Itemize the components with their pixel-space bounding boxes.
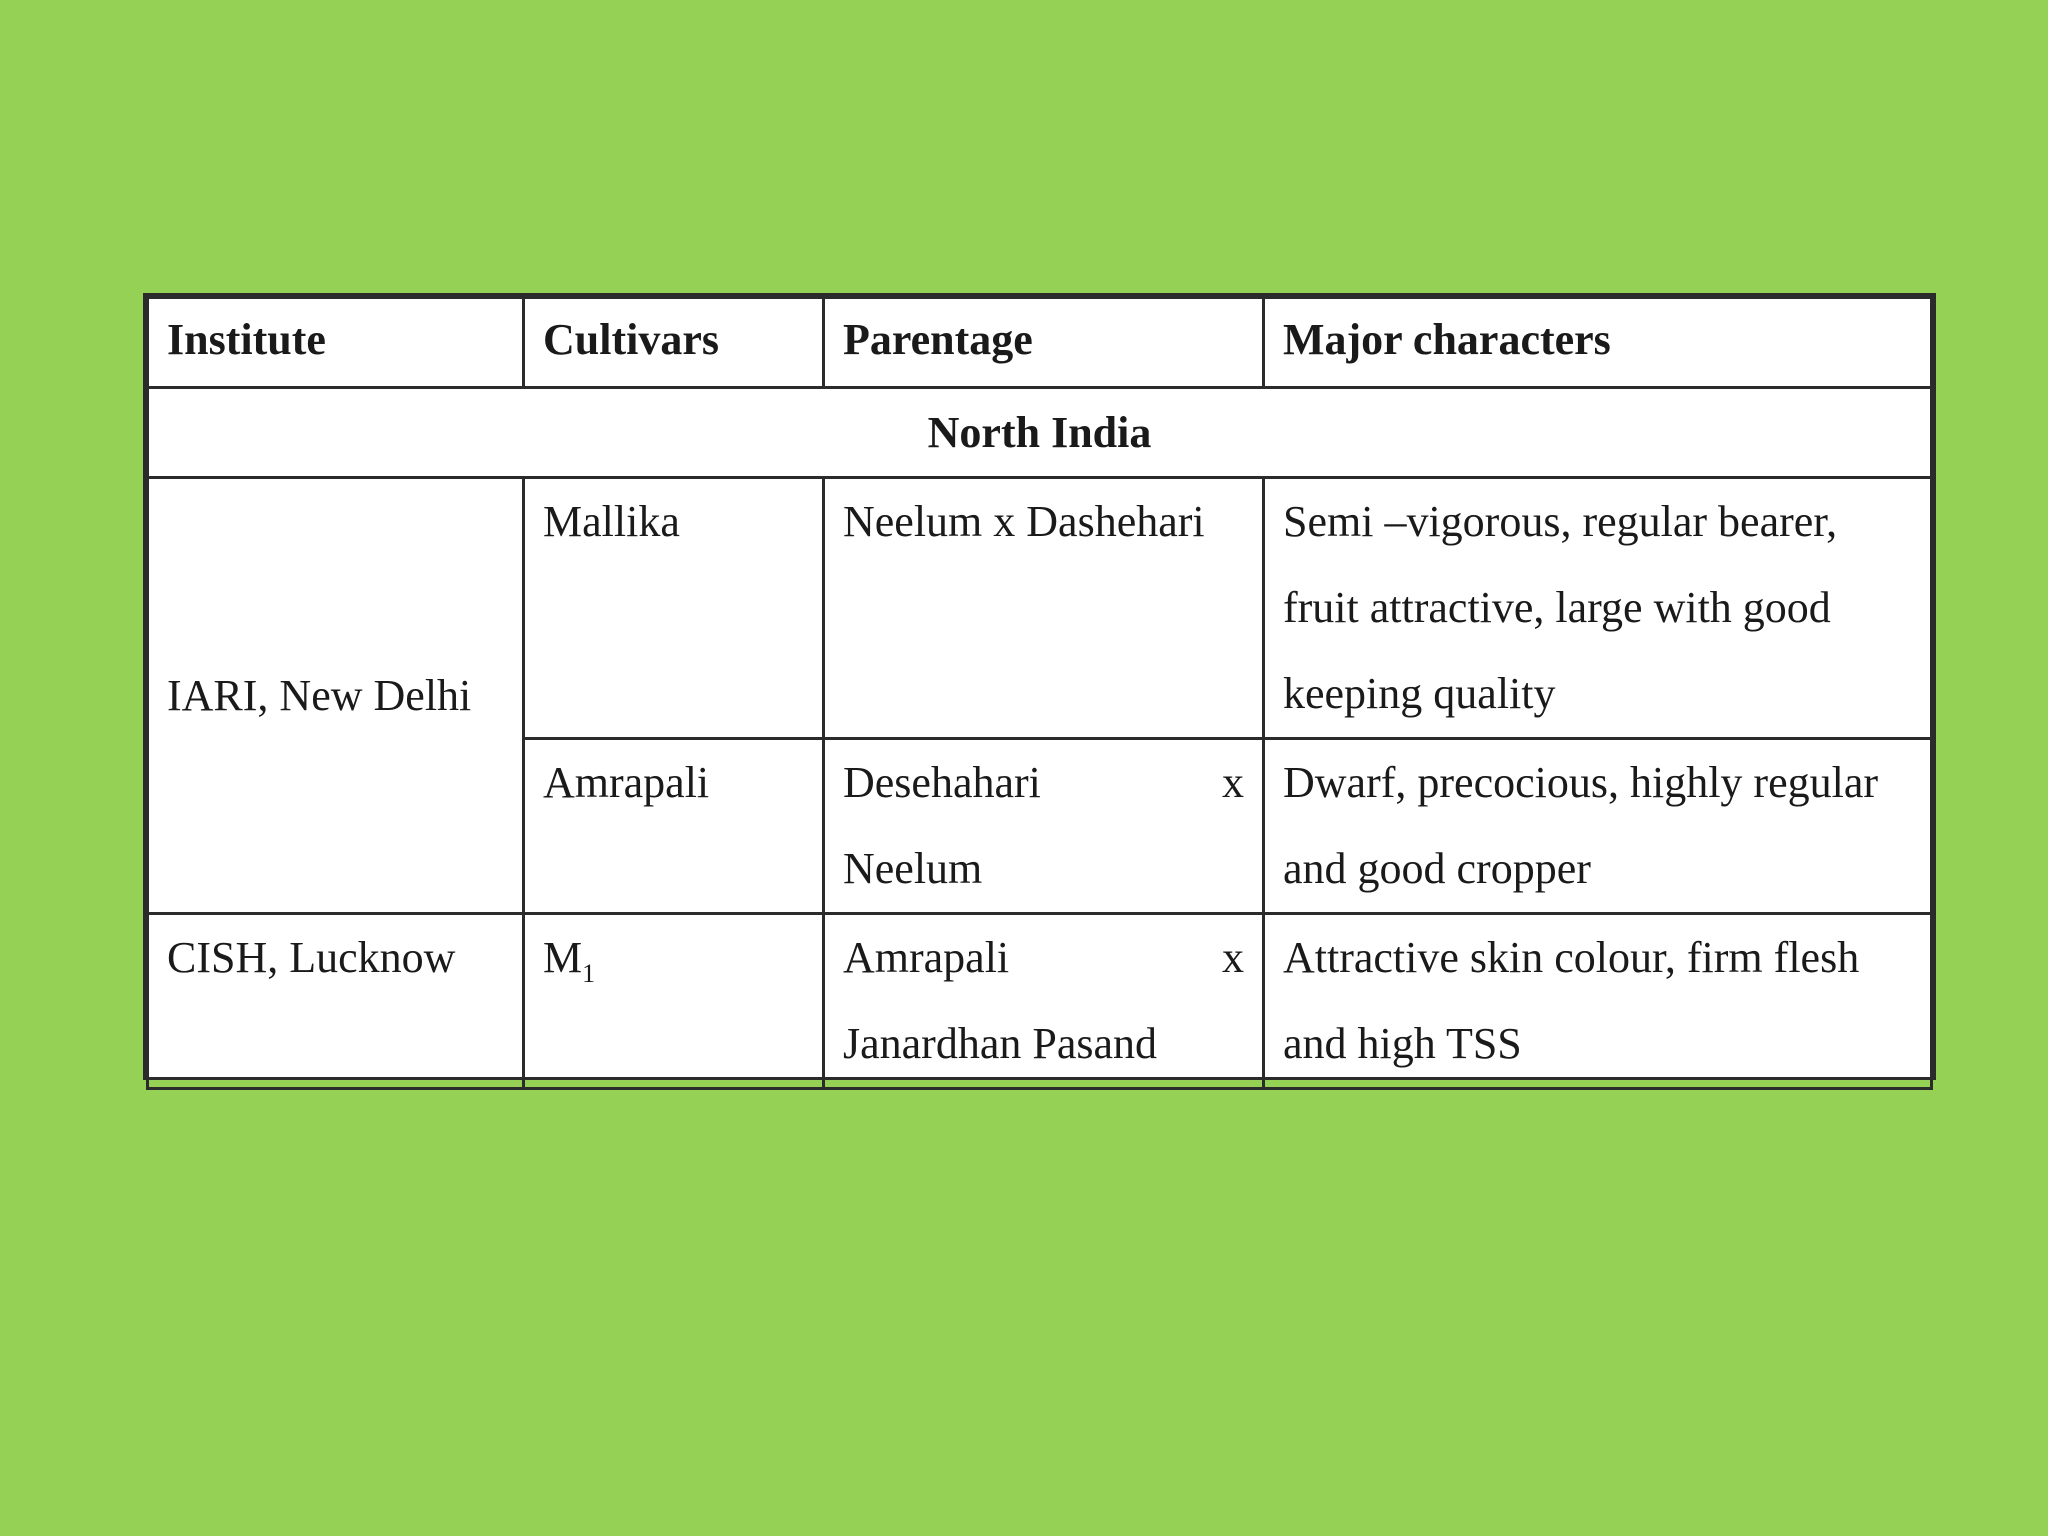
header-parentage: Parentage: [824, 298, 1264, 388]
institute-cell: IARI, New Delhi: [148, 478, 524, 914]
parentage-cell: [824, 739, 1264, 914]
parentage-line: [843, 915, 1244, 1001]
header-row: [148, 298, 1932, 388]
institute-cell: CISH, Lucknow: [148, 914, 524, 1089]
cultivar-cell: Amrapali: [524, 739, 824, 914]
characters-cell: Semi –vigorous, regular bearer, fruit attractive, large with good keeping quality: [1264, 478, 1932, 739]
region-title: North India: [148, 388, 1932, 478]
cultivar-cell: [524, 914, 824, 1089]
header-institute: Institute: [148, 298, 524, 388]
parentage-parent-2: Neelum: [843, 844, 983, 893]
characters-cell: Dwarf, precocious, highly regular and good cropper: [1264, 739, 1932, 914]
parentage-parent-2: Janardhan Pasand: [843, 1019, 1158, 1068]
parentage-cross: x: [1222, 933, 1244, 982]
region-row: [148, 388, 1932, 478]
header-cultivars: Cultivars: [524, 298, 824, 388]
header-major-characters: Major characters: [1264, 298, 1932, 388]
parentage-line: [843, 740, 1244, 826]
cultivar-name: M: [543, 933, 583, 982]
parentage-cell: [824, 914, 1264, 1089]
parentage-cell: Neelum x Dashehari: [824, 478, 1264, 739]
table-row: [148, 478, 1932, 739]
characters-cell: Attractive skin colour, firm flesh and high TSS: [1264, 914, 1932, 1089]
cultivar-cell: Mallika: [524, 478, 824, 739]
table-row: [148, 914, 1932, 1089]
cultivar-table: [143, 293, 1936, 1080]
cultivar-table-grid: [146, 296, 1933, 1090]
parentage-parent-1: Desehahari: [843, 758, 1041, 807]
parentage-cross: x: [1222, 758, 1244, 807]
cultivar-name-subscript: 1: [582, 958, 596, 988]
parentage-parent-1: Amrapali: [843, 933, 1010, 982]
